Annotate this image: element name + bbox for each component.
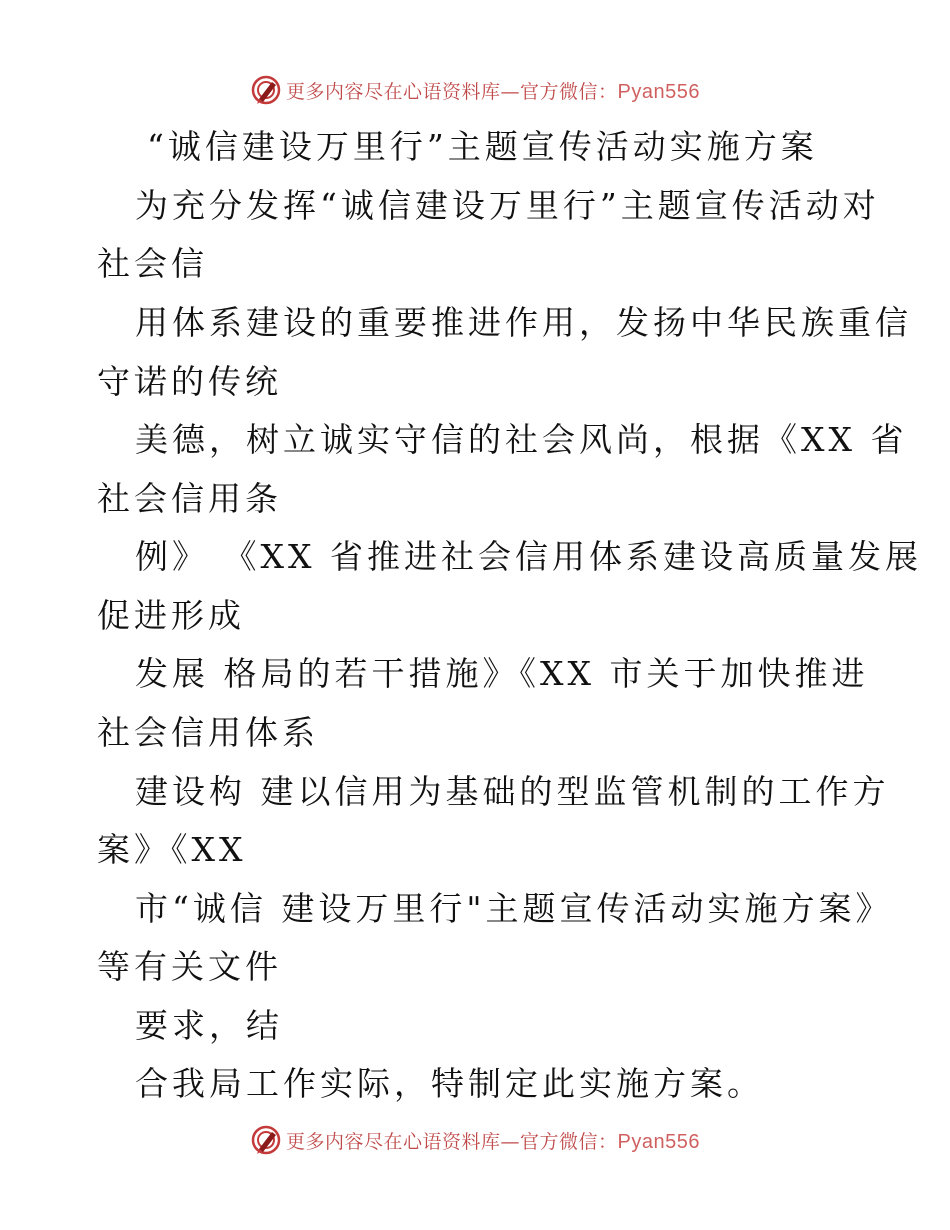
header-watermark-banner [0, 73, 950, 107]
banner-slogan: 更多内容尽在心语资料库 [286, 1130, 501, 1153]
document-title: “诚信建设万里行”主题宣传活动实施方案 [147, 127, 818, 166]
paragraph-line: 社会信 [97, 244, 208, 283]
pen-logo-icon [250, 74, 282, 106]
paragraph-line: 为充分发挥“诚信建设万里行”主题宣传活动对 [135, 186, 880, 225]
paragraph-line: 用体系建设的重要推进作用，发扬中华民族重信 [135, 303, 912, 342]
paragraph-line: 市“诚信 建设万里行"主题宣传活动实施方案》 [135, 889, 893, 928]
paragraph-line: 等有关文件 [97, 947, 282, 986]
banner-wechat-id: Pyan556 [617, 1130, 700, 1153]
banner-separator: — [500, 1130, 521, 1153]
paragraph-line: 社会信用条 [97, 479, 282, 518]
banner-wechat-id: Pyan556 [617, 80, 700, 103]
banner-separator: — [500, 80, 521, 103]
pen-logo-icon [250, 1124, 282, 1156]
paragraph-line: 社会信用体系 [97, 713, 319, 752]
paragraph-line: 发展 格局的若干措施》《XX 市关于加快推进 [135, 654, 869, 693]
paragraph-line: 案》《XX [97, 830, 247, 869]
paragraph-line: 建设构 建以信用为基础的型监管机制的工作方 [135, 772, 890, 811]
paragraph-line: 例》 《XX 省推进社会信用体系建设高质量发展 [135, 537, 922, 576]
paragraph-line: 合我局工作实际，特制定此实施方案。 [135, 1064, 764, 1103]
banner-wechat-label: 官方微信： [520, 80, 618, 103]
footer-watermark-banner [0, 1123, 950, 1157]
paragraph-line: 守诺的传统 [97, 362, 282, 401]
banner-slogan: 更多内容尽在心语资料库 [286, 80, 501, 103]
paragraph-line: 美德，树立诚实守信的社会风尚，根据《XX 省 [135, 420, 908, 459]
paragraph-line: 要求，结 [135, 1006, 283, 1045]
paragraph-line: 促进形成 [97, 596, 245, 635]
banner-wechat-label: 官方微信： [520, 1130, 618, 1153]
